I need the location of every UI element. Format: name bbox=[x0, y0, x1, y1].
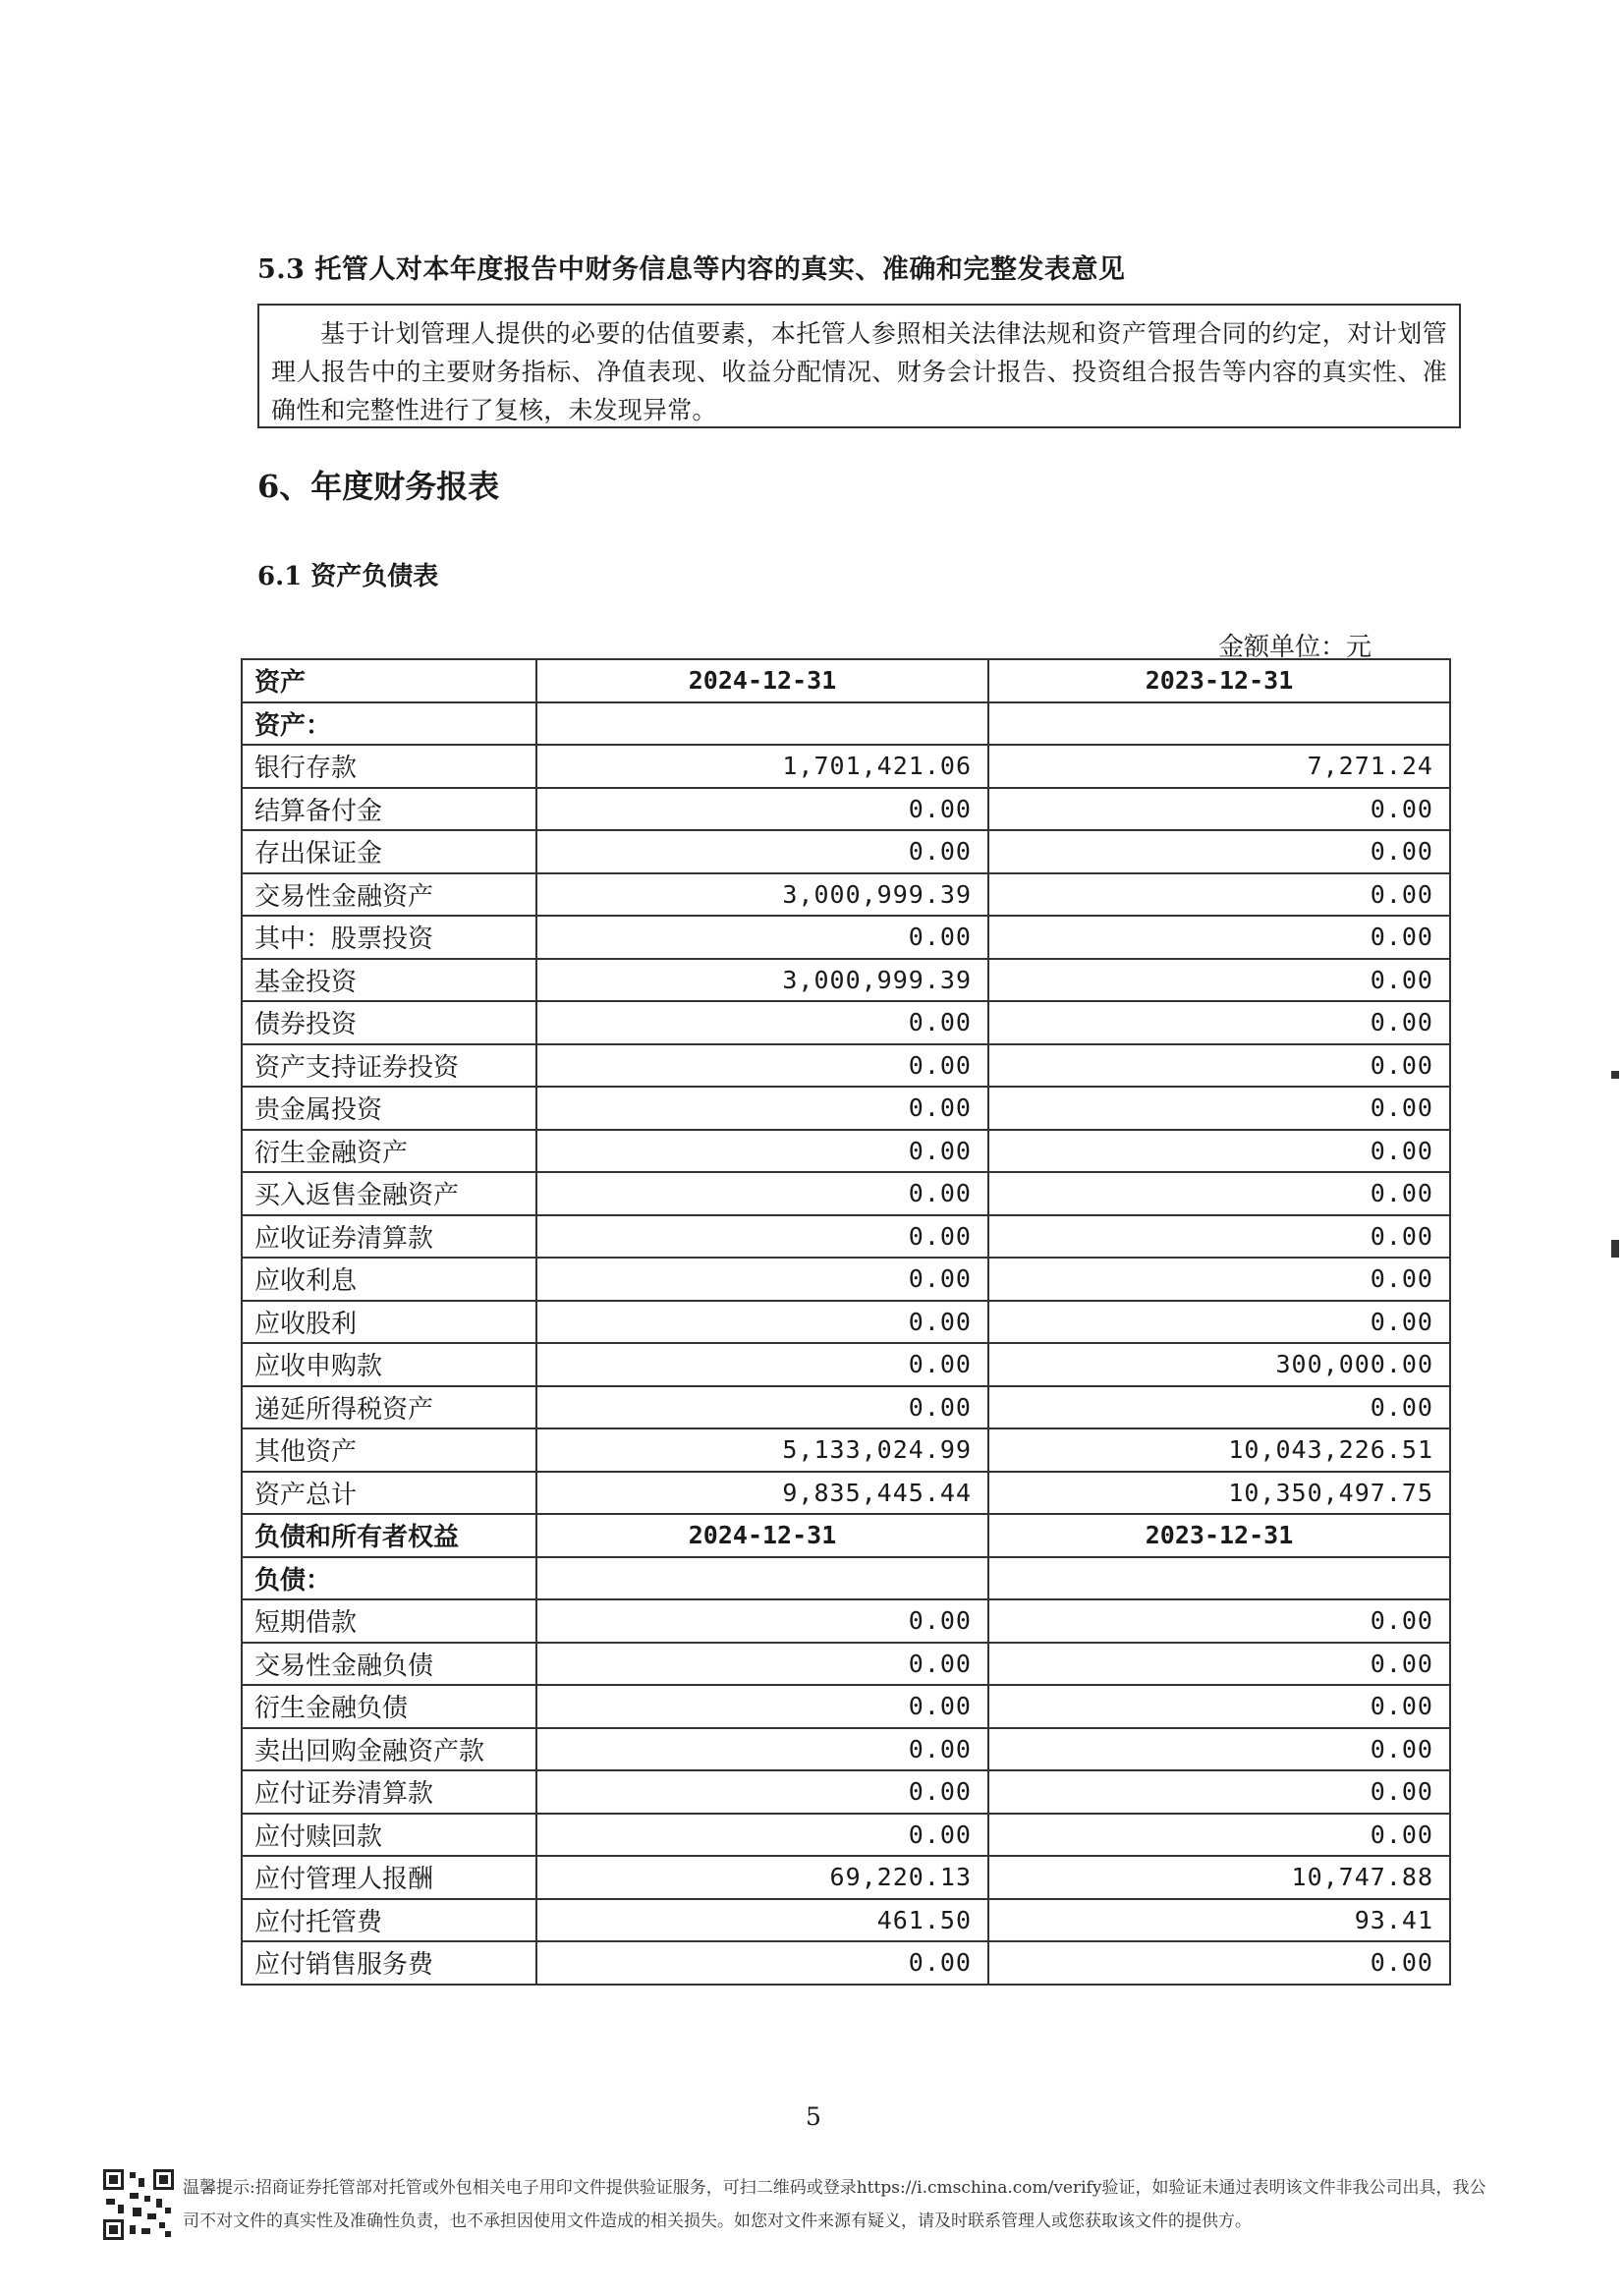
value-2024-12-31: 0.00 bbox=[536, 1087, 988, 1130]
row-label: 应收证券清算款 bbox=[242, 1215, 536, 1259]
balance-sheet-table bbox=[241, 658, 1451, 1986]
row-label: 其中：股票投资 bbox=[242, 916, 536, 959]
row-label: 债券投资 bbox=[242, 1001, 536, 1044]
row-label: 其他资产 bbox=[242, 1428, 536, 1472]
table-row bbox=[242, 1557, 1450, 1600]
value-2023-12-31: 0.00 bbox=[988, 1001, 1450, 1044]
value-2024-12-31: 3,000,999.39 bbox=[536, 959, 988, 1002]
value-2023-12-31: 0.00 bbox=[988, 1215, 1450, 1259]
row-label: 资产 bbox=[242, 659, 536, 702]
value-2023-12-31: 0.00 bbox=[988, 1770, 1450, 1814]
value-2024-12-31: 0.00 bbox=[536, 1643, 988, 1686]
value-2024-12-31: 2024-12-31 bbox=[536, 659, 988, 702]
row-label: 衍生金融资产 bbox=[242, 1130, 536, 1173]
value-2023-12-31: 0.00 bbox=[988, 1301, 1450, 1344]
amount-unit-label: 金额单位：元 bbox=[1218, 633, 1372, 662]
value-2024-12-31: 2024-12-31 bbox=[536, 1514, 988, 1557]
table-row bbox=[242, 1770, 1450, 1814]
value-2023-12-31: 0.00 bbox=[988, 1386, 1450, 1429]
table-row bbox=[242, 1599, 1450, 1643]
table-row bbox=[242, 745, 1450, 788]
value-2024-12-31: 0.00 bbox=[536, 1343, 988, 1386]
value-2024-12-31: 0.00 bbox=[536, 788, 988, 831]
value-2024-12-31: 3,000,999.39 bbox=[536, 873, 988, 917]
row-label: 应付证券清算款 bbox=[242, 1770, 536, 1814]
table-row bbox=[242, 1728, 1450, 1771]
value-2023-12-31: 0.00 bbox=[988, 916, 1450, 959]
table-row bbox=[242, 873, 1450, 917]
value-2023-12-31: 0.00 bbox=[988, 1599, 1450, 1643]
table-row bbox=[242, 1343, 1450, 1386]
scan-edge-mark bbox=[1611, 1071, 1619, 1079]
table-row bbox=[242, 1643, 1450, 1686]
value-2024-12-31: 0.00 bbox=[536, 1770, 988, 1814]
table-row bbox=[242, 1087, 1450, 1130]
table-row bbox=[242, 1044, 1450, 1088]
value-2023-12-31: 0.00 bbox=[988, 1728, 1450, 1771]
row-label: 应付管理人报酬 bbox=[242, 1856, 536, 1899]
table-row bbox=[242, 1814, 1450, 1857]
value-2023-12-31: 0.00 bbox=[988, 959, 1450, 1002]
value-2024-12-31: 0.00 bbox=[536, 1941, 988, 1985]
value-2023-12-31: 0.00 bbox=[988, 1044, 1450, 1088]
value-2024-12-31: 5,133,024.99 bbox=[536, 1428, 988, 1472]
table-row bbox=[242, 1001, 1450, 1044]
row-label: 存出保证金 bbox=[242, 830, 536, 873]
value-2024-12-31: 461.50 bbox=[536, 1899, 988, 1942]
table-row bbox=[242, 959, 1450, 1002]
table-row bbox=[242, 830, 1450, 873]
value-2023-12-31: 300,000.00 bbox=[988, 1343, 1450, 1386]
value-2023-12-31: 0.00 bbox=[988, 1258, 1450, 1301]
table-row bbox=[242, 702, 1450, 746]
row-label: 结算备付金 bbox=[242, 788, 536, 831]
value-2024-12-31: 0.00 bbox=[536, 1685, 988, 1728]
row-label: 应收利息 bbox=[242, 1258, 536, 1301]
row-label: 应收申购款 bbox=[242, 1343, 536, 1386]
value-2023-12-31: 10,747.88 bbox=[988, 1856, 1450, 1899]
value-2023-12-31: 0.00 bbox=[988, 1643, 1450, 1686]
qr-code-icon bbox=[103, 2169, 174, 2240]
footer-verification-notice: 温馨提示:招商证券托管部对托管或外包相关电子用印文件提供验证服务，可扫二维码或登录https://i.cmschina.com/verify验证，如验证未通过表明该文件非我公司出具，我公司不对文件的真实性及准确性负责，也不承担因使用文件造成的相关损失。如您对文件来源有疑义，请及时联系管理人或您获取该文件的提供方。 bbox=[183, 2178, 1486, 2231]
row-label: 负债和所有者权益 bbox=[242, 1514, 536, 1557]
value-2023-12-31: 7,271.24 bbox=[988, 745, 1450, 788]
table-row bbox=[242, 1258, 1450, 1301]
row-label: 应付赎回款 bbox=[242, 1814, 536, 1857]
value-2024-12-31: 69,220.13 bbox=[536, 1856, 988, 1899]
value-2024-12-31: 0.00 bbox=[536, 1386, 988, 1429]
row-label: 应收股利 bbox=[242, 1301, 536, 1344]
value-2024-12-31: 9,835,445.44 bbox=[536, 1472, 988, 1515]
row-label: 买入返售金融资产 bbox=[242, 1172, 536, 1215]
value-2024-12-31: 0.00 bbox=[536, 1301, 988, 1344]
value-2023-12-31 bbox=[988, 1557, 1450, 1600]
row-label: 短期借款 bbox=[242, 1599, 536, 1643]
value-2024-12-31: 0.00 bbox=[536, 916, 988, 959]
value-2024-12-31: 0.00 bbox=[536, 1044, 988, 1088]
row-label: 应付销售服务费 bbox=[242, 1941, 536, 1985]
value-2023-12-31: 0.00 bbox=[988, 1087, 1450, 1130]
table-row bbox=[242, 1172, 1450, 1215]
value-2024-12-31: 0.00 bbox=[536, 1172, 988, 1215]
value-2023-12-31: 0.00 bbox=[988, 1172, 1450, 1215]
value-2024-12-31 bbox=[536, 1557, 988, 1600]
value-2023-12-31: 0.00 bbox=[988, 1814, 1450, 1857]
value-2024-12-31 bbox=[536, 702, 988, 746]
value-2024-12-31: 0.00 bbox=[536, 1599, 988, 1643]
table-row bbox=[242, 1899, 1450, 1942]
value-2023-12-31 bbox=[988, 702, 1450, 746]
table-row bbox=[242, 1301, 1450, 1344]
row-label: 应付托管费 bbox=[242, 1899, 536, 1942]
row-label: 交易性金融负债 bbox=[242, 1643, 536, 1686]
value-2023-12-31: 0.00 bbox=[988, 1685, 1450, 1728]
row-label: 贵金属投资 bbox=[242, 1087, 536, 1130]
table-row bbox=[242, 788, 1450, 831]
scan-edge-mark bbox=[1611, 1240, 1619, 1258]
table-row bbox=[242, 1130, 1450, 1173]
row-label: 基金投资 bbox=[242, 959, 536, 1002]
table-row bbox=[242, 1428, 1450, 1472]
value-2023-12-31: 2023-12-31 bbox=[988, 1514, 1450, 1557]
value-2023-12-31: 0.00 bbox=[988, 1941, 1450, 1985]
value-2023-12-31: 0.00 bbox=[988, 1130, 1450, 1173]
row-label: 交易性金融资产 bbox=[242, 873, 536, 917]
page-number: 5 bbox=[806, 2102, 821, 2131]
value-2023-12-31: 0.00 bbox=[988, 873, 1450, 917]
custodian-opinion-box: 基于计划管理人提供的必要的估值要素，本托管人参照相关法律法规和资产管理合同的约定，对计划管理人报告中的主要财务指标、净值表现、收益分配情况、财务会计报告、投资组合报告等内容的真实性、准确性和完整性进行了复核，未发现异常。 bbox=[257, 304, 1461, 428]
value-2024-12-31: 0.00 bbox=[536, 1130, 988, 1173]
row-label: 资产： bbox=[242, 702, 536, 746]
table-row bbox=[242, 1685, 1450, 1728]
row-label: 银行存款 bbox=[242, 745, 536, 788]
value-2023-12-31: 10,043,226.51 bbox=[988, 1428, 1450, 1472]
row-label: 卖出回购金融资产款 bbox=[242, 1728, 536, 1771]
value-2024-12-31: 0.00 bbox=[536, 1258, 988, 1301]
value-2023-12-31: 0.00 bbox=[988, 788, 1450, 831]
table-row bbox=[242, 1215, 1450, 1259]
row-label: 资产总计 bbox=[242, 1472, 536, 1515]
table-row bbox=[242, 1856, 1450, 1899]
row-label: 递延所得税资产 bbox=[242, 1386, 536, 1429]
value-2024-12-31: 0.00 bbox=[536, 830, 988, 873]
value-2023-12-31: 0.00 bbox=[988, 830, 1450, 873]
table-row bbox=[242, 1941, 1450, 1985]
value-2024-12-31: 0.00 bbox=[536, 1001, 988, 1044]
value-2024-12-31: 1,701,421.06 bbox=[536, 745, 988, 788]
row-label: 资产支持证券投资 bbox=[242, 1044, 536, 1088]
value-2024-12-31: 0.00 bbox=[536, 1814, 988, 1857]
table-row bbox=[242, 659, 1450, 702]
row-label: 负债： bbox=[242, 1557, 536, 1600]
row-label: 衍生金融负债 bbox=[242, 1685, 536, 1728]
value-2023-12-31: 10,350,497.75 bbox=[988, 1472, 1450, 1515]
value-2024-12-31: 0.00 bbox=[536, 1728, 988, 1771]
table-row bbox=[242, 916, 1450, 959]
table-row bbox=[242, 1514, 1450, 1557]
value-2023-12-31: 93.41 bbox=[988, 1899, 1450, 1942]
section-5-3-title: 5.3 托管人对本年度报告中财务信息等内容的真实、准确和完整发表意见 bbox=[257, 254, 1126, 285]
value-2024-12-31: 0.00 bbox=[536, 1215, 988, 1259]
table-row bbox=[242, 1386, 1450, 1429]
table-row bbox=[242, 1472, 1450, 1515]
value-2023-12-31: 2023-12-31 bbox=[988, 659, 1450, 702]
section-6-title: 6、年度财务报表 bbox=[257, 468, 500, 505]
section-6-1-title: 6.1 资产负债表 bbox=[257, 562, 439, 591]
